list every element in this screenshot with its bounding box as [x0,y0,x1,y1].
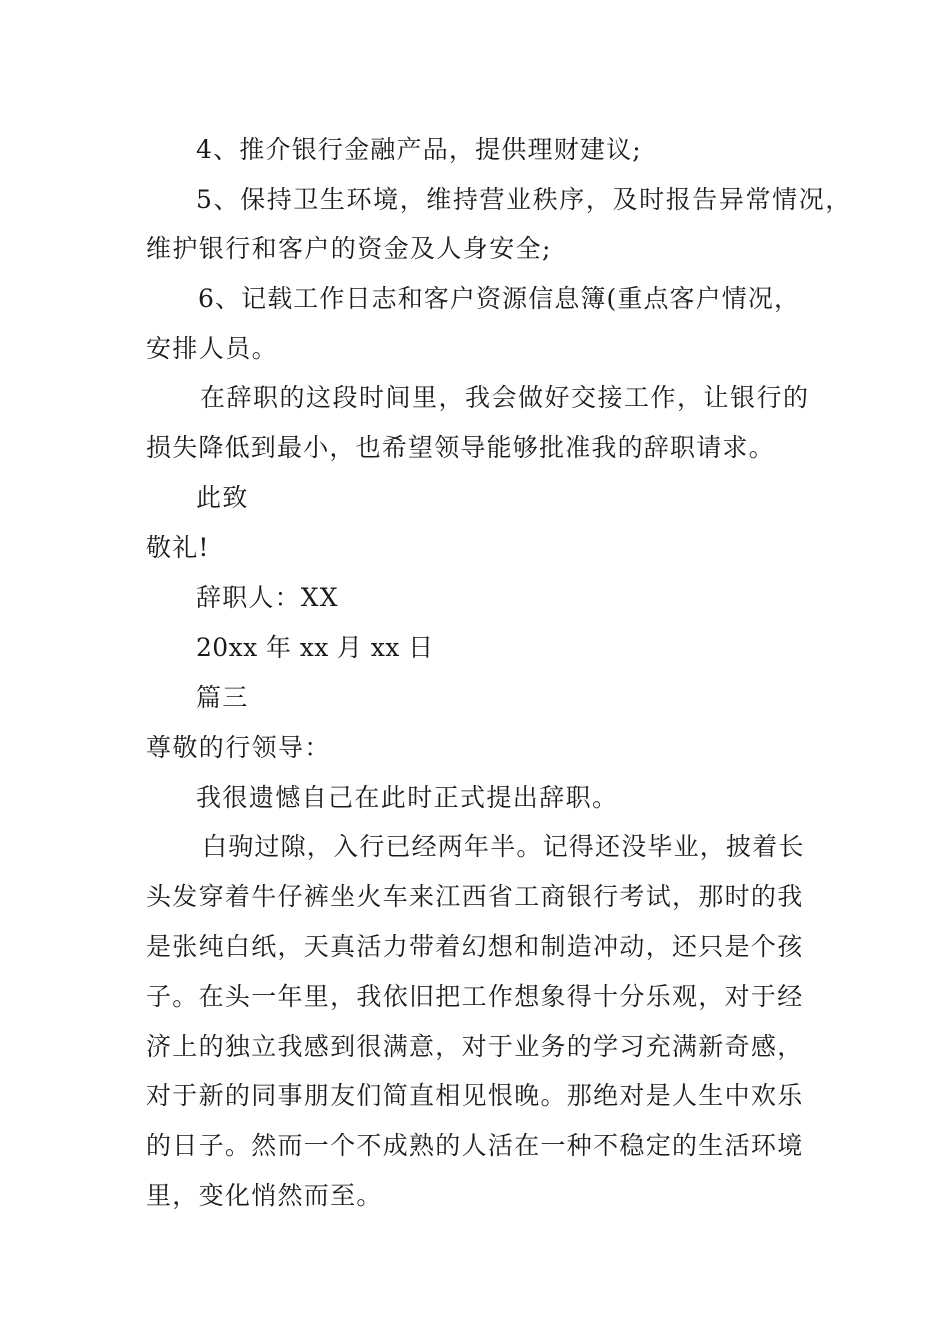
paragraph-body-line-8: 里，变化悄然而至。 [146,1181,383,1210]
paragraph-body-line-2: 头发穿着牛仔裤坐火车来江西省工商银行考试，那时的我 [146,882,804,911]
paragraph-body-line-3: 是张纯白纸，天真活力带着幻想和制造冲动，还只是个孩 [146,932,804,961]
signature-date: 20xx 年 xx 月 xx 日 [196,633,434,662]
paragraph-body-line-1: 白驹过隙，入行已经两年半。记得还没毕业，披着长 [202,832,805,861]
signature-name: 辞职人：XX [196,583,339,612]
paragraph-body-line-6: 对于新的同事朋友们简直相见恨晚。那绝对是人生中欢乐 [146,1081,804,1110]
closing-salutation: 此致 [196,483,249,512]
list-item-6-line-2: 安排人员。 [146,334,279,363]
section-heading: 篇三 [196,683,249,712]
paragraph-body-line-4: 子。在头一年里，我依旧把工作想象得十分乐观，对于经 [146,982,804,1011]
list-item-5-line-2: 维护银行和客户的资金及人身安全; [146,234,552,263]
paragraph-body-line-7: 的日子。然而一个不成熟的人活在一种不稳定的生活环境 [146,1131,804,1160]
list-item-6-line-1: 6、记载工作日志和客户资源信息簿(重点客户情况， [198,284,801,313]
letter-greeting: 尊敬的行领导： [146,733,331,762]
list-item-4: 4、推介银行金融产品，提供理财建议; [196,135,642,164]
paragraph-intro: 我很遗憾自己在此时正式提出辞职。 [196,783,619,812]
paragraph-body-line-5: 济上的独立我感到很满意，对于业务的学习充满新奇感， [146,1032,804,1061]
paragraph-handover-line-2: 损失降低到最小，也希望领导能够批准我的辞职请求。 [146,433,775,462]
list-item-5-line-1: 5、保持卫生环境，维持营业秩序，及时报告异常情况， [196,185,852,214]
paragraph-handover-line-1: 在辞职的这段时间里，我会做好交接工作，让银行的 [200,383,810,412]
closing-regards: 敬礼! [146,533,210,562]
